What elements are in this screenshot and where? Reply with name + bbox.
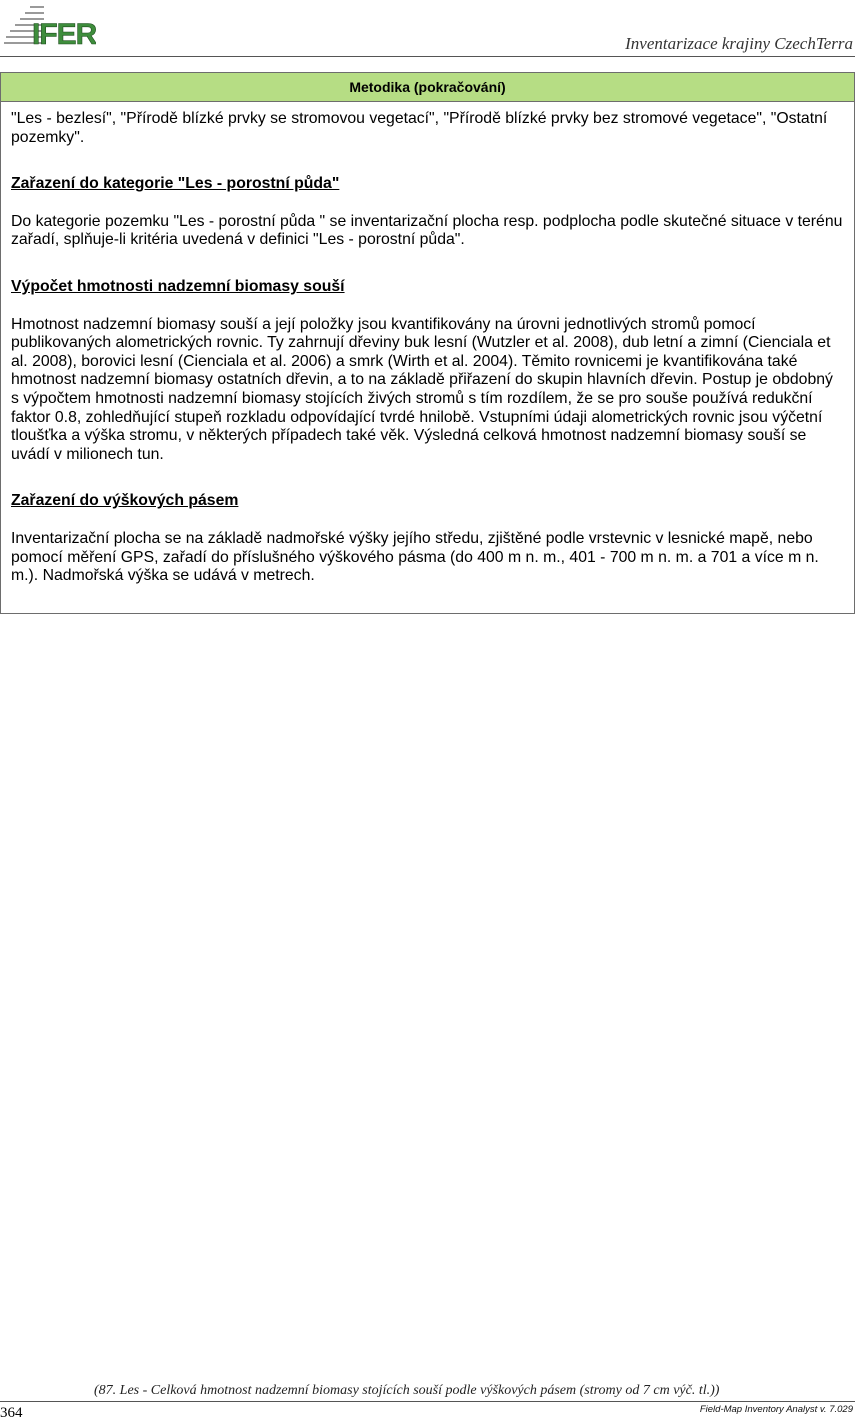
intro-paragraph: "Les - bezlesí", "Přírodě blízké prvky se stromovou vegetací", "Přírodě blízké prvky bez stromové vegetace", "Ostatní pozemky". <box>11 110 828 146</box>
page-number: 364 <box>0 1405 23 1421</box>
table-caption: (87. Les - Celková hmotnost nadzemní biomasy stojících souší podle výškových pásem (stromy od 7 cm výč. tl.)) <box>94 1383 720 1398</box>
footer-divider <box>0 1401 855 1402</box>
paragraph-forest-category: Do kategorie pozemku "Les - porostní půda " se inventarizační plocha resp. podplocha podle skutečné situace v terénu zařadí, splňuje-li kritéria uvedená v definici "Les - porostní půda". <box>11 212 843 249</box>
software-version: Field-Map Inventory Analyst v. 7.029 <box>699 1404 853 1415</box>
methodology-content <box>1 102 854 586</box>
paragraph-altitude-zones: Inventarizační plocha se na základě nadmořské výšky jejího středu, zjištěné podle vrstevnic v lesnické mapě, nebo pomocí měření GPS, zařadí do příslušného výškového pásma (do 400 m n. m., 401 - 700 m n. m. a 701 a více m n. m.). Nadmořská výška se udává v metrech. <box>11 529 819 585</box>
subheading-altitude-zones: Zařazení do výškových pásem <box>11 492 239 510</box>
methodology-heading: Metodika (pokračování) <box>1 73 854 102</box>
paragraph-biomass-calculation: Hmotnost nadzemní biomasy souší a její položky jsou kvantifikovány na úrovni jednotlivých stromů pomocí publikovaných alometrických rovnic. Ty zahrnují dřeviny buk lesní (Wutzler et al. 2008), dub letní a zimní (Cienciala et al. 2008), borovici lesní (Cienciala et al. 2006) a smrk (Wirth et al. 2004). Těmito rovnicemi je kvantifikována také hmotnost nadzemní biomasy ostatních dřevin, a to na základě přiřazení do skupin hlavních dřevin. Postup je obdobný s výpočtem hmotnosti nadzemní biomasy stojících živých stromů s tím rozdílem, že se pro souše používá redukční faktor 0.8, zohledňující stupeň rozkladu odpovídající tvrdé hnilobě. Vstupními údaji alometrických rovnic jsou výčetní tloušťka a výška stromu, v některých případech také věk. Výsledná celková hmotnost nadzemní biomasy souší se uvádí v milionech tun. <box>11 315 833 463</box>
document-title: Inventarizace krajiny CzechTerra <box>625 34 853 53</box>
header-divider <box>0 56 855 57</box>
methodology-box <box>0 72 855 614</box>
subheading-biomass-calculation: Výpočet hmotnosti nadzemní biomasy souší <box>11 277 345 295</box>
subheading-forest-category: Zařazení do kategorie "Les - porostní půda" <box>11 175 340 193</box>
page-header <box>0 0 855 58</box>
ifer-logo <box>4 2 96 52</box>
logo-text: IFER <box>32 18 96 51</box>
